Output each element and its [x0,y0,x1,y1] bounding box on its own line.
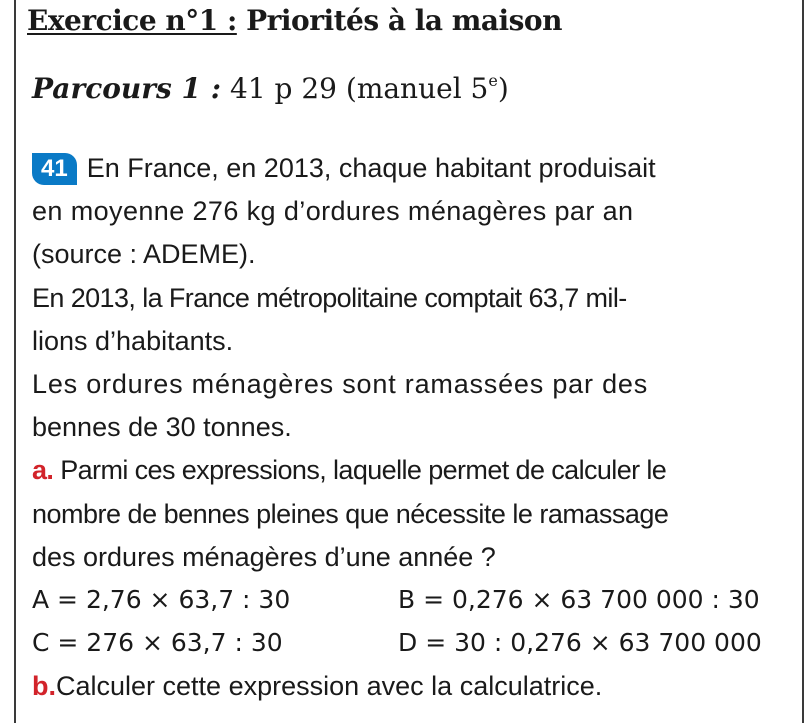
question-b-text: Calculer cette expression avec la calculatrice. [56,671,603,701]
exercise-line: lions d’habitants. [32,326,234,356]
left-margin-line [14,0,16,723]
exercise-line: bennes de 30 tonnes. [32,412,292,442]
question-a-line: nombre de bennes pleines que nécessite le ramassage [32,499,669,529]
expression-d: D = 30 : 0,276 × 63 700 000 [398,628,762,657]
parcours-close: ) [497,72,509,105]
exercise-line [32,150,656,186]
expression-a: A = 2,76 × 63,7 : 30 [32,585,291,614]
title-rest: Priorités à la maison [236,4,562,37]
title-prefix: Exercice n°1 : [27,4,237,37]
parcours-text: 41 p 29 (manuel 5 [221,72,489,105]
question-a-line [32,452,666,488]
expression-b: B = 0,276 × 63 700 000 : 30 [398,585,760,614]
parcours-label: Parcours 1 : [32,72,222,105]
exercise-line: En 2013, la France métropolitaine comptait 63,7 mil- [32,283,627,313]
exercise-line: en moyenne 276 kg d’ordures ménagères par an [32,196,634,226]
question-b-letter: b. [32,671,56,701]
expression-c: C = 276 × 63,7 : 30 [32,628,283,657]
exercise-text: En France, en 2013, chaque habitant produisait [86,153,656,183]
question-a-letter: a. [32,455,54,485]
parcours-line [32,72,509,105]
question-b-line [32,668,602,704]
page-title [27,4,562,37]
exercise-line: (source : ADEME). [32,239,256,269]
question-a-text: Parmi ces expressions, laquelle permet de calculer le [53,455,667,485]
parcours-sup: e [488,71,498,90]
exercise-line: Les ordures ménagères sont ramassées par des [32,369,649,399]
question-a-line: des ordures ménagères d’une année ? [32,542,496,572]
exercise-number-badge: 41 [32,153,77,185]
